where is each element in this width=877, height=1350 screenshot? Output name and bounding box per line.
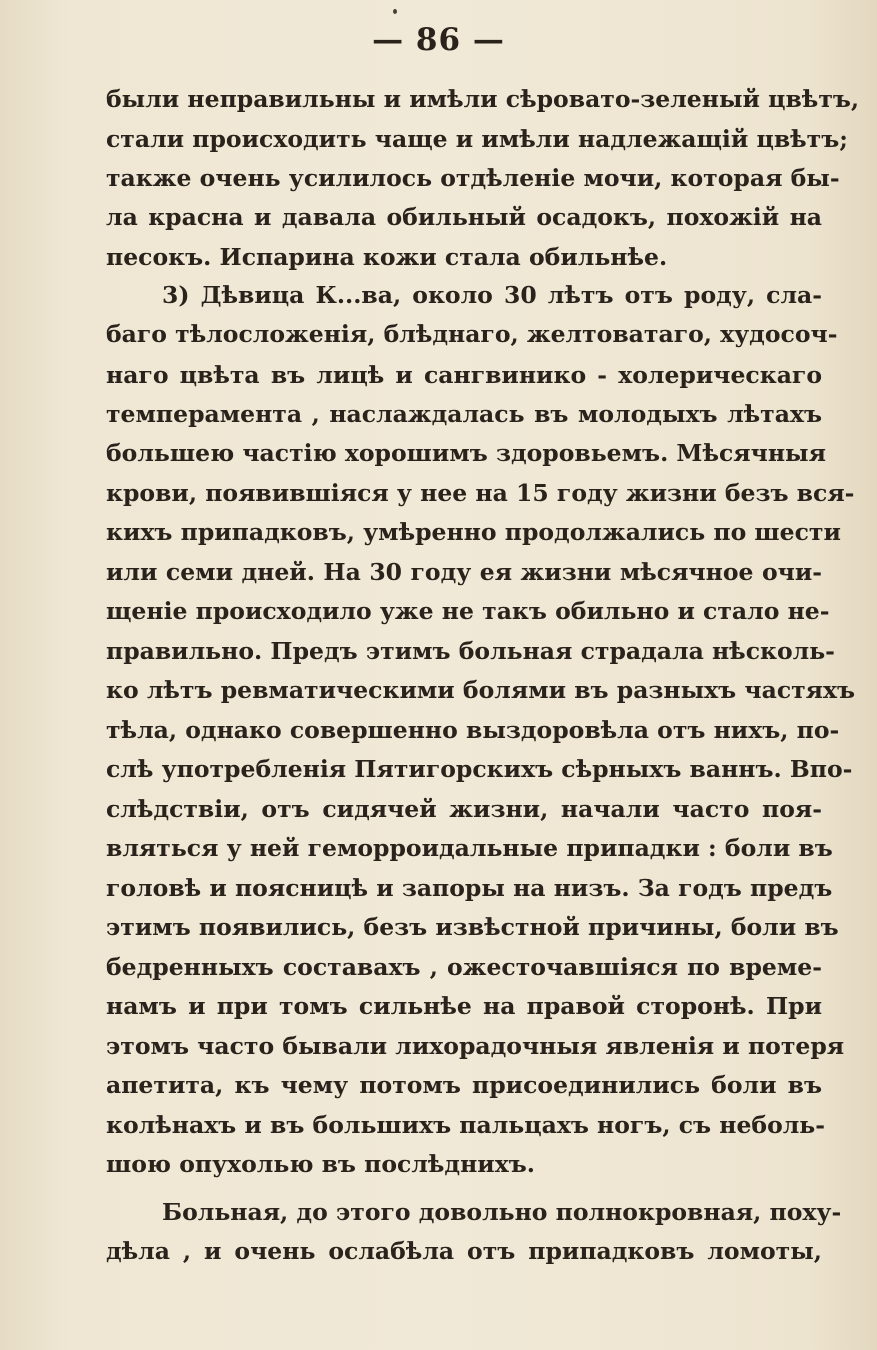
- text-line: этимъ появились, безъ извѣстной причины, боли въ: [106, 913, 839, 941]
- text-line: шою опухолью въ послѣднихъ.: [106, 1150, 535, 1178]
- text-line: правильно. Предъ этимъ больная страдала нѣсколь-: [106, 637, 835, 665]
- text-line: ко лѣтъ ревматическими болями въ разныхъ частяхъ: [106, 676, 856, 704]
- text-line: дѣла , и очень ослабѣла отъ припадковъ ломоты,: [106, 1237, 822, 1265]
- text-line: кихъ припадковъ, умѣренно продолжались по шести: [106, 518, 841, 546]
- text-line: бедренныхъ составахъ , ожесточавшіяся по време-: [106, 953, 822, 981]
- text-line: стали происходить чаще и имѣли надлежащій цвѣтъ;: [106, 125, 848, 153]
- paragraph-first-line: 3) Дѣвица К...ва, около 30 лѣтъ отъ роду, сла-: [162, 281, 822, 309]
- paragraph-first-line: Больная, до этого довольно полнокровная, поху-: [162, 1198, 842, 1226]
- text-line: щеніе происходило уже не такъ обильно и стало не-: [106, 597, 830, 625]
- text-line: намъ и при томъ сильнѣе на правой сторонѣ. При: [106, 992, 822, 1020]
- text-line: головѣ и поясницѣ и запоры на низъ. За годъ предъ: [106, 874, 833, 902]
- text-line: также очень усилилось отдѣленіе мочи, которая бы-: [106, 164, 840, 192]
- text-line: слѣдствіи, отъ сидячей жизни, начали часто поя-: [106, 795, 822, 823]
- text-line: или семи дней. На 30 году ея жизни мѣсячное очи-: [106, 558, 822, 586]
- text-line: песокъ. Испарина кожи стала обильнѣе.: [106, 243, 668, 271]
- text-line: слѣ употребленія Пятигорскихъ сѣрныхъ ваннъ. Впо-: [106, 755, 853, 783]
- text-line: наго цвѣта въ лицѣ и сангвинико - холерическаго: [106, 361, 822, 389]
- text-line: колѣнахъ и въ большихъ пальцахъ ногъ, съ неболь-: [106, 1111, 826, 1139]
- text-line: ла красна и давала обильный осадокъ, похожій на: [106, 203, 822, 231]
- print-speck: [393, 9, 397, 14]
- text-line: тѣла, однако совершенно выздоровѣла отъ нихъ, по-: [106, 716, 840, 744]
- text-line: апетита, къ чему потомъ присоединились боли въ: [106, 1071, 822, 1099]
- text-line: баго тѣлосложенія, блѣднаго, желтоватаго, худосоч-: [106, 320, 838, 348]
- text-line: темперамента , наслаждалась въ молодыхъ лѣтахъ: [106, 400, 822, 428]
- text-line: были неправильны и имѣли сѣровато-зеленый цвѣтъ,: [106, 85, 860, 113]
- text-line: этомъ часто бывали лихорадочныя явленія и потеря: [106, 1032, 845, 1060]
- text-line: большею частію хорошимъ здоровьемъ. Мѣсячныя: [106, 439, 826, 467]
- text-line: крови, появившіяся у нее на 15 году жизни безъ вся-: [106, 479, 855, 507]
- text-line: вляться у ней геморроидальные припадки : боли въ: [106, 834, 833, 862]
- page-number: — 86 —: [372, 22, 505, 58]
